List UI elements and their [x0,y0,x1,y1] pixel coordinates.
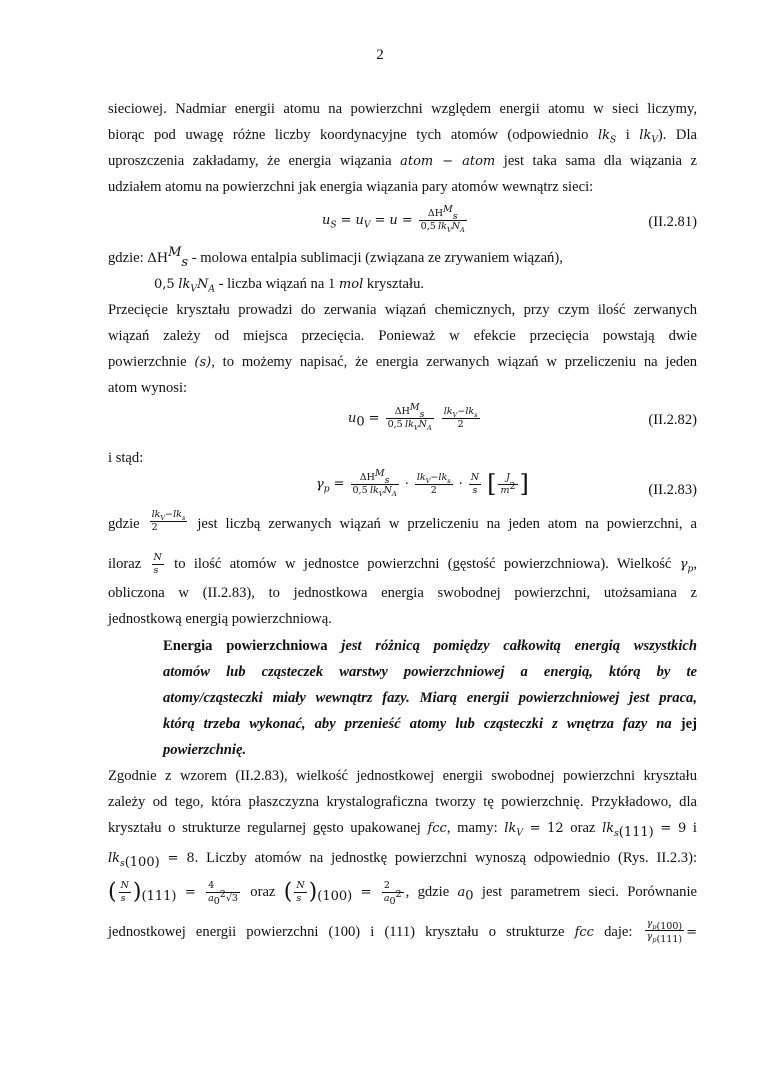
text-line: jednostkowej energii powierzchni (100) i (111) kryształu o strukturze fcc daje: $\frac{\gamma_{p(100)}}{\gamma_{p(111)}}$ = [108,918,697,946]
text-line: uproszczenia zakładamy, że energia wiązania atom − atom jest taka sama dla wiązania z [108,153,698,169]
text-line: zależy od tego, która płaszczyzna krystalograficzna tworzy tę powierzchnię. Przykładowo, dla [108,794,697,810]
equation-2-82: $u_0$ = $\frac{\Delta H^M_s}{0,5 lk_VN_A}$ $\frac{lk_V-lk_s}{2}$ (II.2.82) [348,401,697,432]
definition-line: Energia powierzchniowa jest różnicą pomiędzy całkowitą energią wszystkich [163,638,697,654]
text-line: obliczona w (II.2.83), to jednostkowa energia swobodnej powierzchni, utożsamiana z [108,585,697,601]
equation-number: (II.2.82) [648,412,697,428]
page-number: 2 [376,47,384,63]
text-line: Zgodnie z wzorem (II.2.83), wielkość jednostkowej energii swobodnej powierzchni kryształu [108,768,697,784]
text-line: kryształu o strukturze regularnej gęsto upakowanej fcc, mamy: $lk_V = 12$ oraz $lk_{s(111)} = 9$ i [108,820,697,840]
definition-line: atomy/cząsteczki miały wewnątrz fazy. Miarą energii powierzchniowej jest praca, [163,690,697,706]
text-line: iloraz $\frac{N}{s}$ to ilość atomów w jednostce powierzchni (gęstość powierzchniowa). Wielkość $\gamma_p$, [108,552,697,576]
text-line: udziałem atomu na powierzchni jak energia wiązania pary atomów wewnątrz sieci: [108,179,594,195]
text-line: Przecięcie kryształu prowadzi do zerwania wiązań chemicznych, przy czym ilość zerwanych [108,302,697,318]
text-line: $lk_{s(100)} = 8$. Liczby atomów na jednostkę powierzchni wynoszą odpowiednio (Rys. II.2.3): [108,850,698,870]
text-line: jednostkową energią powierzchniową. [108,611,332,627]
equation-2-81: $u_S = u_V = u$ = $\frac{\Delta H^M_s}{0,5 lk_VN_A}$ (II.2.81) [322,203,697,234]
text-line: ( $\frac{N}{s}$ )$_{(111)}$ = $\frac{4}{a_0^2√3}$ oraz ( $\frac{N}{s}$ )$_{(100)}$ = $\frac{2}{a_0^2}$ , gdzie $a_0$ jest parametrem sieci. Porównanie [108,879,697,907]
equation-number: (II.2.81) [648,214,697,230]
equation-2-83: $\gamma_p$ = $\frac{\Delta H^M_s}{0,5 lk_VN_A}$ · $\frac{lk_V-lk_s}{2}$ · $\frac{N}{s}$ [ $\frac{J}{m^2}$ ] (II.2.83) [316,467,697,498]
text-line: sieciowej. Nadmiar energii atomu na powierzchni względem energii atomu w sieci liczymy, [108,101,697,117]
equation-number: (II.2.83) [648,482,697,498]
text-line: atom wynosi: [108,380,188,396]
text-line: i stąd: [108,450,144,466]
definition-line: atomów lub cząsteczek warstwy powierzchniowej a energią, którą by te [163,664,697,680]
text-line: gdzie: $\Delta H^M_s$ - molowa entalpia sublimacji (związana ze zrywaniem wiązań), [108,245,563,270]
definition-line: którą trzeba wykonać, aby przenieść atomy lub cząsteczki z wnętrza fazy na jej [163,716,697,732]
text-line: 0,5 $lk_VN_A$ - liczba wiązań na 1 mol kryształu. [154,276,425,295]
definition-line: powierzchnię. [163,742,247,758]
text-line: gdzie $\frac{lk_V-lk_s}{2}$ jest liczbą zerwanych wiązań w przeliczeniu na jeden atom na powierzchni, a [108,509,697,534]
text-line: powierzchnie (s), to możemy napisać, że energia zerwanych wiązań w przeliczeniu na jeden [108,354,697,370]
text-line: wiązań zależy od miejsca przecięcia. Ponieważ w efekcie przecięcia powstają dwie [108,328,697,344]
text-line: biorąc pod uwagę różne liczby koordynacyjne tych atomów (odpowiednio $lk_S$ i $lk_V$). Dla [108,127,697,146]
